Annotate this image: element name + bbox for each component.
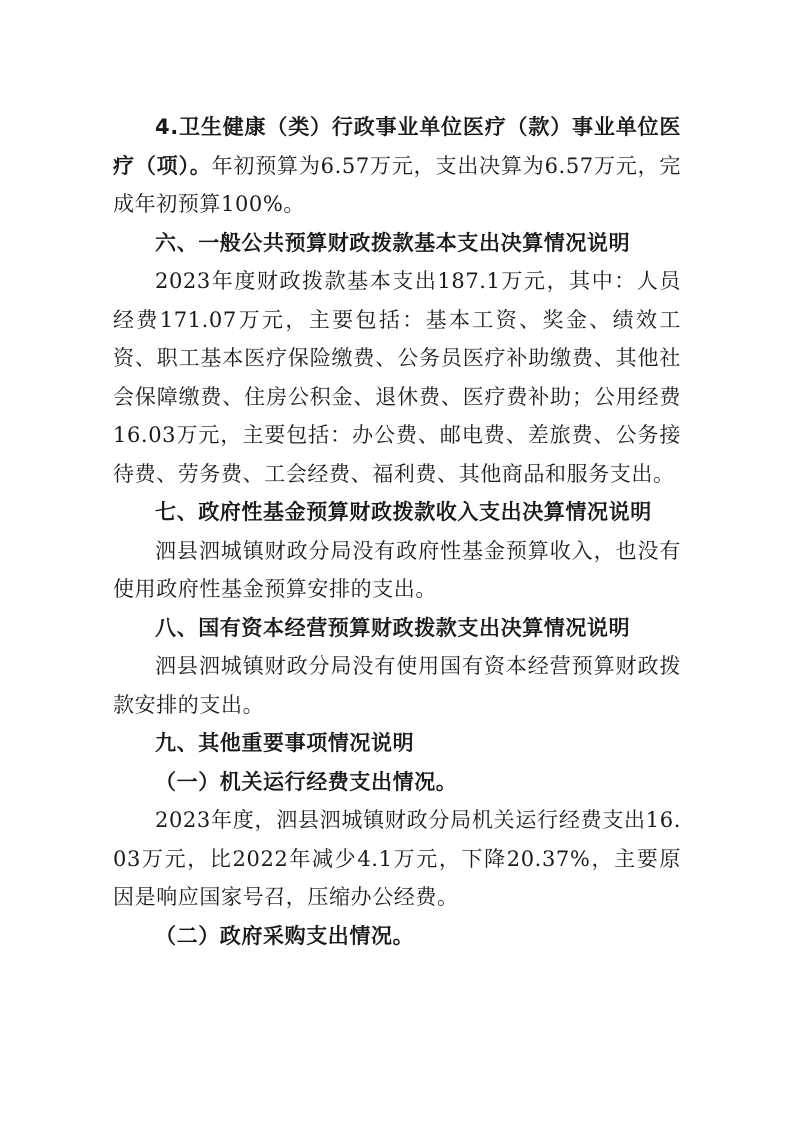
document-body (113, 108, 681, 955)
item-4-paragraph (113, 108, 681, 224)
section-9-sub-1-heading: （一）机关运行经费支出情况。 (155, 768, 458, 794)
section-7-heading: 七、政府性基金预算财政拨款收入支出决算情况说明 (155, 500, 652, 524)
section-6-body: 2023年度财政拨款基本支出187.1万元，其中：人员经费171.07万元，主要包括：基本工资、奖金、绩效工资、职工基本医疗保险缴费、公务员医疗补助缴费、其他社会保障缴费、住房公积金、退休费、医疗费补助；公用经费16.03万元，主要包括：办公费、邮电费、差旅费、公务接待费、劳务费、工会经费、福利费、其他商品和服务支出。 (113, 269, 681, 486)
section-8-body: 泗县泗城镇财政分局没有使用国有资本经营预算财政拨款安排的支出。 (113, 654, 681, 717)
item-4-bold-lead: 4.卫生健康（类）行政事业单位医疗（款）事业单位医疗（项）。 (113, 115, 681, 178)
section-9-sub-1-body: 2023年度，泗县泗城镇财政分局机关运行经费支出16.03万元，比2022年减少4.1万元，下降20.37%，主要原因是响应国家号召，压缩办公经费。 (113, 808, 681, 909)
section-8-heading: 八、国有资本经营预算财政拨款支出决算情况说明 (155, 615, 631, 640)
section-9-heading: 九、其他重要事项情况说明 (155, 731, 415, 755)
section-9-sub-2-heading: （二）政府采购支出情况。 (155, 922, 415, 948)
section-7-body: 泗县泗城镇财政分局没有政府性基金预算收入，也没有使用政府性基金预算安排的支出。 (113, 538, 681, 601)
item-4-text: 年初预算为6.57万元，支出决算为6.57万元，完成年初预算100%。 (113, 153, 682, 216)
section-6-heading: 六、一般公共预算财政拨款基本支出决算情况说明 (155, 230, 631, 255)
